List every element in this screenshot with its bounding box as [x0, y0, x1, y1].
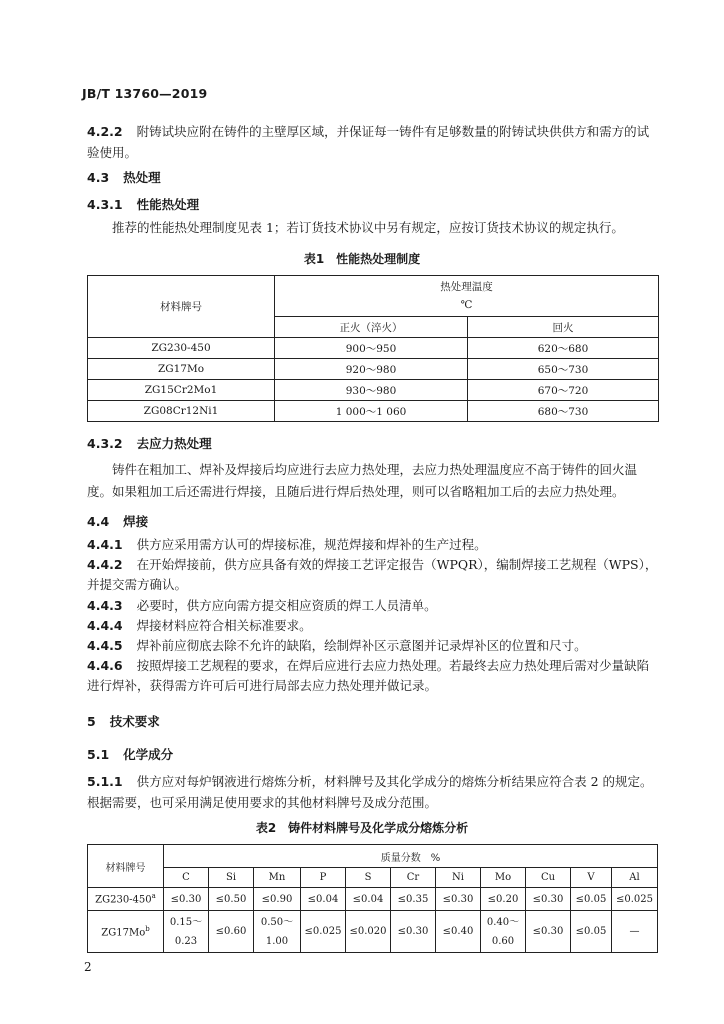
section-title: 性能热处理	[136, 197, 200, 212]
clause-4-4-6	[87, 656, 659, 696]
cell-grade: ZG08Cr12Ni1	[88, 401, 275, 422]
cell-value: ≤0.025	[612, 888, 658, 911]
clause-4-4-5	[87, 636, 659, 656]
temperature-unit: ℃	[460, 299, 473, 311]
cell-temper: 680～730	[468, 401, 659, 422]
element-header: P	[301, 868, 346, 888]
clause-number: 4.4.3	[87, 598, 123, 613]
section-heading-4-3-1	[87, 195, 199, 213]
cell-value: ≤0.20	[481, 888, 526, 911]
element-header: Mo	[481, 868, 526, 888]
clause-number: 4.4.2	[87, 557, 123, 572]
section-heading-4-3	[87, 168, 161, 186]
document-id: JB/T 13760—2019	[82, 86, 208, 101]
cell-value: ≤0.020	[346, 911, 391, 953]
cell-value: ≤0.35	[391, 888, 436, 911]
clause-4-4-1	[87, 535, 659, 555]
cell-normalize: 1 000～1 060	[275, 401, 468, 422]
clause-number: 5.1.1	[87, 774, 123, 789]
cell-value: ≤0.025	[301, 911, 346, 953]
footnote-marker: b	[145, 924, 150, 933]
element-header: Cr	[391, 868, 436, 888]
clause-number: 4.4.1	[87, 537, 123, 552]
cell-value: ≤0.05	[571, 888, 612, 911]
section-title: 热处理	[123, 170, 161, 185]
section-title: 技术要求	[109, 714, 160, 729]
cell-temper: 620～680	[468, 338, 659, 359]
section-title: 焊接	[123, 514, 149, 529]
element-header: Si	[209, 868, 254, 888]
clause-text: 附铸试块应附在铸件的主壁厚区域，并保证每一铸件有足够数量的附铸试块供供方和需方的试验使用。	[87, 124, 650, 160]
cell-value: ≤0.60	[209, 911, 254, 953]
cell-grade: ZG15Cr2Mo1	[88, 380, 275, 401]
temperature-label: 热处理温度	[440, 281, 493, 293]
cell-value: ≤0.30	[526, 888, 571, 911]
table2-header-mass-fraction: 质量分数 %	[164, 845, 658, 868]
cell-grade: ZG17Mo	[88, 359, 275, 380]
table1-header-material: 材料牌号	[88, 276, 275, 338]
table-row	[88, 888, 658, 911]
clause-number: 4.4.5	[87, 638, 123, 653]
clause-text: 供方应采用需方认可的焊接标准，规范焊接和焊补的生产过程。	[136, 537, 487, 552]
section-number: 4.4	[87, 514, 110, 529]
table-row	[88, 380, 659, 401]
table1-caption: 表1 性能热处理制度	[303, 252, 421, 266]
grade-text: ZG17Mo	[101, 927, 146, 939]
clause-number: 4.4.6	[87, 658, 123, 673]
element-header: Mn	[254, 868, 301, 888]
clause-text: 必要时，供方应向需方提交相应资质的焊工人员清单。	[136, 598, 437, 613]
table1-header-temperature	[275, 276, 659, 317]
clause-4-4-4	[87, 616, 659, 636]
section-number: 4.3	[87, 170, 110, 185]
section-heading-5	[87, 712, 160, 730]
section-title: 化学成分	[123, 747, 174, 762]
cell-grade	[88, 911, 164, 953]
cell-grade	[88, 888, 164, 911]
clause-4-2-2	[87, 121, 659, 163]
clause-text: 焊补前应彻底去除不允许的缺陷，绘制焊补区示意图并记录焊补区的位置和尺寸。	[136, 638, 587, 653]
section-number: 4.3.2	[87, 436, 123, 451]
table1-header-temper: 回火	[468, 317, 659, 338]
table1-header-normalize: 正火（淬火）	[275, 317, 468, 338]
cell-value: ≤0.30	[391, 911, 436, 953]
element-header: S	[346, 868, 391, 888]
cell-value: 0.15～0.23	[164, 911, 209, 953]
clause-5-1-1	[87, 771, 659, 813]
table2-header-material: 材料牌号	[88, 845, 164, 888]
section-number: 4.3.1	[87, 197, 123, 212]
element-header: C	[164, 868, 209, 888]
clause-text: 供方应对每炉钢液进行熔炼分析，材料牌号及其化学成分的熔炼分析结果应符合表 2 的规定。根据需要，也可采用满足使用要求的其他材料牌号及成分范围。	[87, 774, 653, 810]
element-header: Cu	[526, 868, 571, 888]
cell-value: ≤0.30	[526, 911, 571, 953]
section-number: 5.1	[87, 747, 110, 762]
cell-value: ≤0.04	[301, 888, 346, 911]
section-title: 去应力热处理	[136, 436, 212, 451]
table-row	[88, 911, 658, 953]
paragraph-4-3-1: 推荐的性能热处理制度见表 1；若订货技术协议中另有规定，应按订货技术协议的规定执行。	[112, 220, 624, 235]
cell-temper: 670～720	[468, 380, 659, 401]
table-heat-treatment	[87, 275, 659, 422]
element-header: Ni	[436, 868, 481, 888]
cell-value: ≤0.30	[164, 888, 209, 911]
cell-value: 0.50～1.00	[254, 911, 301, 953]
section-heading-5-1	[87, 745, 173, 763]
clause-number: 4.4.4	[87, 618, 123, 633]
clause-4-4-2	[87, 555, 659, 595]
element-header: V	[571, 868, 612, 888]
section-number: 5	[87, 714, 96, 729]
clause-text: 在开始焊接前，供方应具备有效的焊接工艺评定报告（WPQR），编制焊接工艺规程（WPS），并提交需方确认。	[87, 557, 658, 592]
cell-value: ≤0.05	[571, 911, 612, 953]
table-chemical-composition	[87, 844, 658, 953]
cell-normalize: 900～950	[275, 338, 468, 359]
cell-value: ≤0.40	[436, 911, 481, 953]
clause-text: 焊接材料应符合相关标准要求。	[136, 618, 312, 633]
table2-caption: 表2 铸件材料牌号及化学成分熔炼分析	[255, 821, 469, 835]
cell-value: ≤0.04	[346, 888, 391, 911]
section-heading-4-3-2	[87, 434, 212, 452]
clause-number: 4.2.2	[87, 124, 123, 139]
table-row	[88, 401, 659, 422]
cell-temper: 650～730	[468, 359, 659, 380]
element-header: Al	[612, 868, 658, 888]
cell-value: ≤0.30	[436, 888, 481, 911]
cell-value: ≤0.90	[254, 888, 301, 911]
cell-value: —	[612, 911, 658, 953]
paragraph-4-3-2: 铸件在粗加工、焊补及焊接后均应进行去应力热处理，去应力热处理温度应不高于铸件的回火温度。如果粗加工后还需进行焊接，且随后进行焊后热处理，则可以省略粗加工后的去应力热处理。	[87, 462, 638, 499]
section-heading-4-4	[87, 512, 148, 530]
table-row	[88, 359, 659, 380]
table-row	[88, 338, 659, 359]
grade-text: ZG230-450	[95, 894, 152, 906]
clause-4-4-3	[87, 596, 659, 616]
footnote-marker: a	[151, 892, 156, 901]
cell-normalize: 920～980	[275, 359, 468, 380]
cell-value: 0.40～0.60	[481, 911, 526, 953]
clause-text: 按照焊接工艺规程的要求，在焊后应进行去应力热处理。若最终去应力热处理后需对少量缺陷进行焊补，获得需方许可后可进行局部去应力热处理并做记录。	[87, 658, 650, 693]
cell-value: ≤0.50	[209, 888, 254, 911]
page-number: 2	[84, 960, 92, 974]
cell-grade: ZG230-450	[88, 338, 275, 359]
cell-normalize: 930～980	[275, 380, 468, 401]
